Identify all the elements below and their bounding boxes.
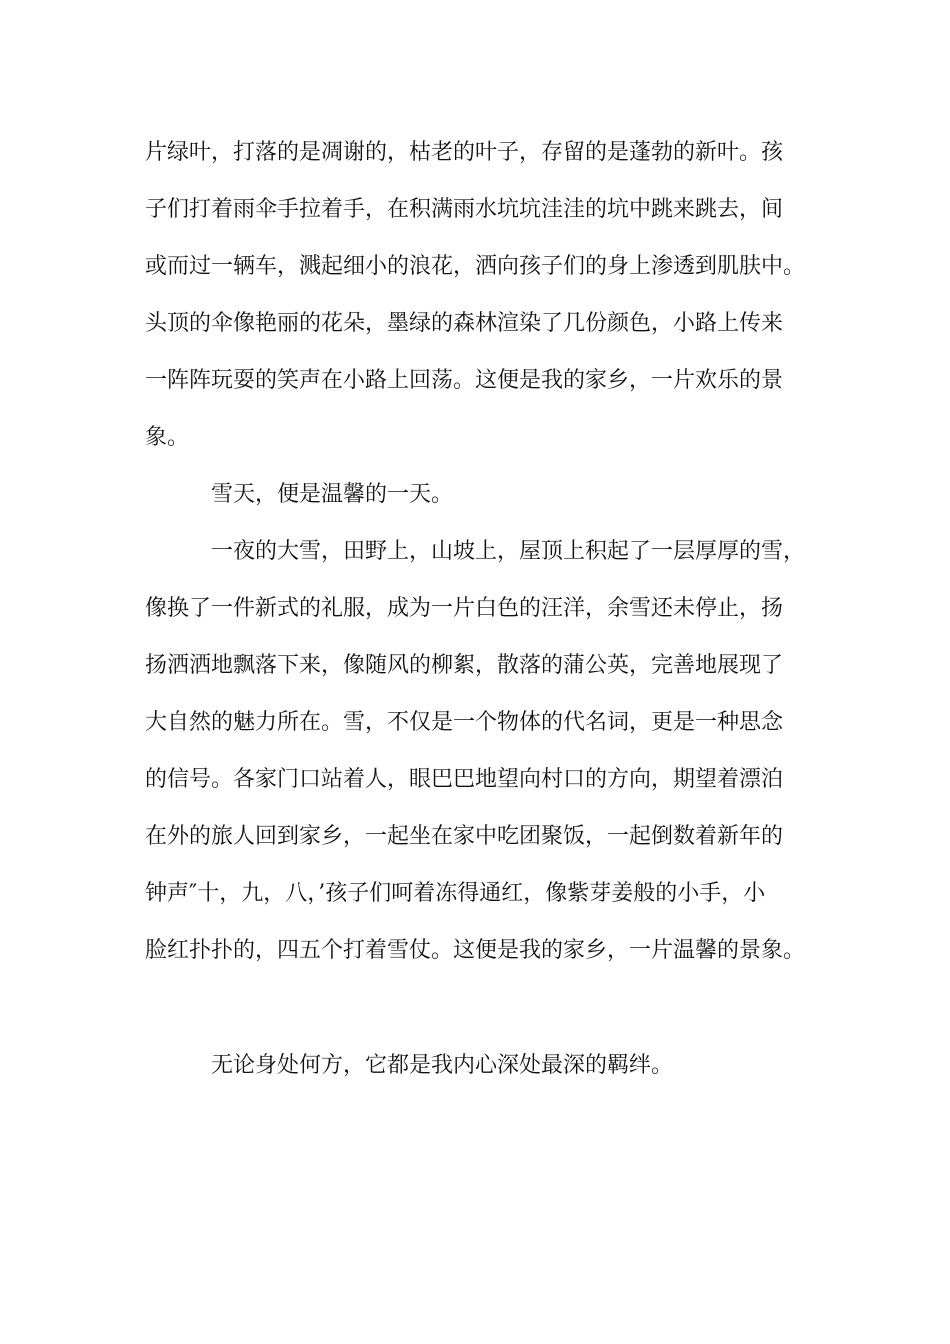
paragraph-line: 在外的旅人回到家乡，一起坐在家中吃团聚饭，一起倒数着新年的 <box>145 824 784 849</box>
paragraph-line: 扬洒洒地飘落下来，像随风的柳絮，散落的蒲公英，完善地展现了 <box>145 653 784 678</box>
paragraph-line: 象。 <box>145 425 190 450</box>
paragraph-line: 雪天，便是温馨的一天。 <box>211 482 454 507</box>
paragraph-line: 子们打着雨伞手拉着手，在积满雨水坑坑洼洼的坑中跳来跳去，间 <box>145 197 784 222</box>
paragraph-line: 或而过一辆车，溅起细小的浪花，洒向孩子们的身上渗透到肌肤中。 <box>145 254 806 279</box>
paragraph-line: 无论身处何方，它都是我内心深处最深的羁绊。 <box>211 1053 674 1078</box>
paragraph-line: 一夜的大雪，田野上，山坡上，屋顶上积起了一层厚厚的雪， <box>211 539 806 564</box>
paragraph-line: 头顶的伞像艳丽的花朵，墨绿的森林渲染了几份颜色，小路上传来 <box>145 311 784 336</box>
paragraph-line: 一阵阵玩耍的笑声在小路上回荡。这便是我的家乡，一片欢乐的景 <box>145 368 784 393</box>
paragraph-line: 像换了一件新式的礼服，成为一片白色的汪洋，余雪还未停止，扬 <box>145 596 784 621</box>
paragraph-line: 的信号。各家门口站着人，眼巴巴地望向村口的方向，期望着漂泊 <box>145 767 784 792</box>
paragraph-line: 大自然的魅力所在。雪，不仅是一个物体的代名词，更是一种思念 <box>145 710 784 735</box>
paragraph-line: 脸红扑扑的，四五个打着雪仗。这便是我的家乡，一片温馨的景象。 <box>145 938 806 963</box>
paragraph-line: 钟声″十，九，八，’孩子们呵着冻得通红，像紫芽姜般的小手，小 <box>145 881 766 906</box>
paragraph-line: 片绿叶，打落的是凋谢的，枯老的叶子，存留的是蓬勃的新叶。孩 <box>145 140 784 165</box>
